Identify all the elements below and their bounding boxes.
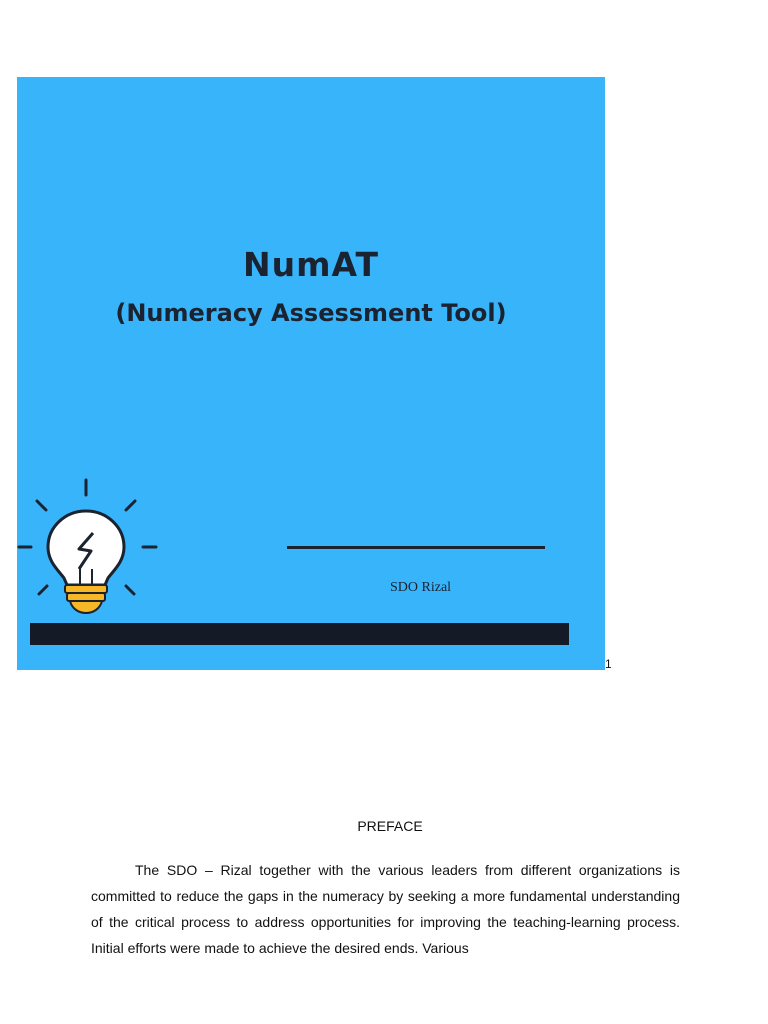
preface-heading: PREFACE xyxy=(357,818,423,834)
cover-bottom-bar xyxy=(30,623,569,645)
preface-body: The SDO – Rizal together with the various leaders from different organizations is committed to reduce the gaps in the numeracy by seeking a more fundamental understanding of the critical process to address opportunities for improving the teaching-learning process. Initial efforts were made to achieve the desired ends. Various xyxy=(91,862,680,956)
signature-line xyxy=(287,546,545,549)
cover-author: SDO Rizal xyxy=(390,580,452,595)
cover-title: NumAT xyxy=(243,245,379,284)
lightbulb-icon xyxy=(17,477,177,627)
cover-subtitle: (Numeracy Assessment Tool) xyxy=(115,299,507,327)
page-number: 1 xyxy=(605,657,612,671)
cover-image xyxy=(17,77,605,670)
